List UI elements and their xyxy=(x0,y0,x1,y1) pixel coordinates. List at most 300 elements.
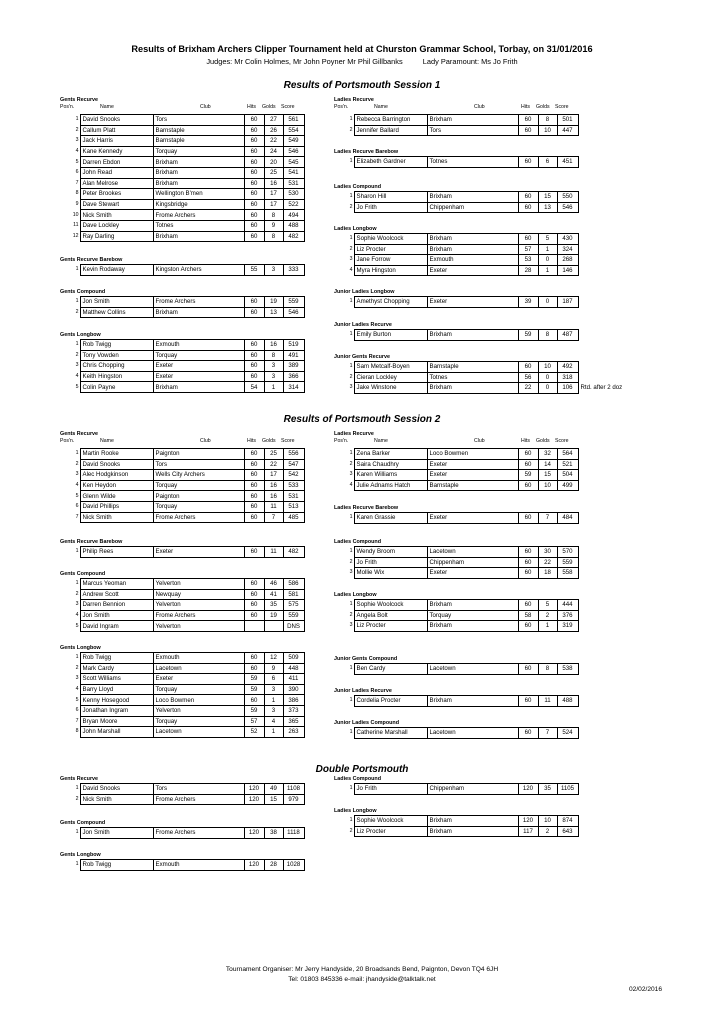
hits-cell: 60 xyxy=(244,653,264,664)
hits-cell: 60 xyxy=(244,157,264,168)
club-cell: Newquay xyxy=(153,589,244,600)
results-table xyxy=(326,599,579,632)
position-cell: 1 xyxy=(75,548,79,555)
position-cell: 3 xyxy=(75,471,79,478)
archer-name-cell: Chris Chopping xyxy=(80,361,153,372)
position-cell: 1 xyxy=(349,601,353,608)
position-cell: 1 xyxy=(349,548,353,555)
category-title: Gents Longbow xyxy=(60,645,101,651)
table-row xyxy=(52,189,304,200)
golds-cell: 17 xyxy=(264,189,283,200)
table-row xyxy=(52,371,304,382)
golds-cell: 10 xyxy=(538,816,557,827)
hits-cell: 60 xyxy=(518,513,538,524)
archer-name-cell: Liz Procter xyxy=(354,826,427,837)
club-cell: Torquay xyxy=(153,350,244,361)
archer-name-cell: Philip Rees xyxy=(80,547,153,558)
position-cell: 1 xyxy=(75,450,79,457)
table-row xyxy=(326,362,648,373)
golds-cell: 14 xyxy=(538,459,557,470)
score-cell: 558 xyxy=(557,568,578,579)
table-row xyxy=(52,470,304,481)
category-title: Gents Longbow xyxy=(60,332,101,338)
table-row xyxy=(52,491,304,502)
position-cell: 1 xyxy=(349,729,353,736)
golds-cell: 1 xyxy=(264,382,283,393)
hits-cell: 60 xyxy=(244,547,264,558)
archer-name-cell: Wendy Broom xyxy=(354,547,427,558)
golds-cell: 22 xyxy=(264,459,283,470)
column-header-golds: Golds xyxy=(536,438,550,444)
position-cell: 1 xyxy=(75,116,79,123)
score-cell: 430 xyxy=(557,234,578,245)
golds-cell: 13 xyxy=(264,307,283,318)
hits-cell: 59 xyxy=(244,674,264,685)
golds-cell: 3 xyxy=(264,371,283,382)
golds-cell: 8 xyxy=(538,664,557,675)
position-cell: 5 xyxy=(75,158,79,165)
position-cell: 2 xyxy=(75,126,79,133)
category-title: Ladies Compound xyxy=(334,184,382,190)
table-row xyxy=(326,383,648,394)
club-cell: Yelverton xyxy=(153,579,244,590)
club-cell: Torquay xyxy=(153,146,244,157)
category-title: Ladies Recurve xyxy=(334,431,374,437)
hits-cell: 60 xyxy=(244,663,264,674)
club-cell: Torquay xyxy=(153,716,244,727)
archer-name-cell: Karen Williams xyxy=(354,470,427,481)
club-cell: Exeter xyxy=(427,470,518,481)
score-cell: 549 xyxy=(283,136,304,147)
score-cell: 531 xyxy=(283,178,304,189)
club-cell: Barnstaple xyxy=(153,125,244,136)
position-cell: 2 xyxy=(349,611,353,618)
archer-name-cell: Jon Smith xyxy=(80,610,153,621)
club-cell: Loco Bowmen xyxy=(427,449,518,460)
score-cell: 1108 xyxy=(283,784,304,795)
golds-cell: 1 xyxy=(264,727,283,738)
position-cell: 4 xyxy=(75,482,79,489)
position-cell: 1 xyxy=(349,331,353,338)
golds-cell: 13 xyxy=(538,202,557,213)
club-cell: Exeter xyxy=(427,459,518,470)
archer-name-cell: Cordelia Procter xyxy=(354,696,427,707)
archer-name-cell: Angela Bolt xyxy=(354,610,427,621)
club-cell: Frome Archers xyxy=(153,828,244,839)
club-cell: Exeter xyxy=(153,547,244,558)
golds-cell: 8 xyxy=(264,231,283,242)
column-header-pos: Pos'n. xyxy=(334,104,349,110)
score-cell: 318 xyxy=(557,372,578,383)
results-table xyxy=(52,264,305,276)
golds-cell: 10 xyxy=(538,125,557,136)
column-header-pos: Pos'n. xyxy=(60,438,75,444)
golds-cell: 9 xyxy=(264,220,283,231)
category-title: Gents Compound xyxy=(60,820,106,826)
column-header-golds: Golds xyxy=(536,104,550,110)
position-cell: 4 xyxy=(75,373,79,380)
score-cell: 504 xyxy=(557,470,578,481)
club-cell: Exeter xyxy=(427,513,518,524)
column-header-score: Score xyxy=(281,438,295,444)
table-row xyxy=(52,610,304,621)
position-cell: 6 xyxy=(75,169,79,176)
archer-name-cell: Cieran Lockley xyxy=(354,372,427,383)
category-title: Junior Ladies Recurve xyxy=(334,322,392,328)
golds-cell: 32 xyxy=(538,449,557,460)
club-cell: Torquay xyxy=(153,684,244,695)
score-cell: 333 xyxy=(283,265,304,276)
hits-cell: 60 xyxy=(244,695,264,706)
golds-cell: 25 xyxy=(264,449,283,460)
score-cell: 521 xyxy=(557,459,578,470)
archer-name-cell: Ben Cardy xyxy=(354,664,427,675)
archer-name-cell: Julie Adnams Hatch xyxy=(354,480,427,491)
hits-cell: 120 xyxy=(244,794,264,805)
archer-name-cell: David Ingram xyxy=(80,621,153,632)
table-row xyxy=(52,340,304,351)
column-header-club: Club xyxy=(474,438,485,444)
column-header-club: Club xyxy=(200,104,211,110)
table-row xyxy=(326,202,578,213)
position-cell: 2 xyxy=(349,558,353,565)
golds-cell: 38 xyxy=(264,828,283,839)
archer-name-cell: Myra Hingston xyxy=(354,265,427,276)
hits-cell: 60 xyxy=(518,557,538,568)
archer-name-cell: David Phillips xyxy=(80,501,153,512)
archer-name-cell: Sophie Woolcock xyxy=(354,816,427,827)
score-cell: 1118 xyxy=(283,828,304,839)
club-cell: Tors xyxy=(153,115,244,126)
hits-cell: 58 xyxy=(518,610,538,621)
column-header-club: Club xyxy=(200,438,211,444)
category-title: Ladies Longbow xyxy=(334,808,377,814)
golds-cell: 3 xyxy=(264,684,283,695)
archer-name-cell: Amethyst Chopping xyxy=(354,297,427,308)
club-cell: Brixham xyxy=(153,231,244,242)
archer-name-cell: Mollie Wix xyxy=(354,568,427,579)
score-cell: 324 xyxy=(557,244,578,255)
position-cell: 1 xyxy=(349,450,353,457)
archer-name-cell: Elizabeth Gardner xyxy=(354,157,427,168)
position-cell: 2 xyxy=(75,664,79,671)
hits-cell: 60 xyxy=(244,307,264,318)
category-title: Ladies Longbow xyxy=(334,592,377,598)
archer-name-cell: Ken Heydon xyxy=(80,480,153,491)
score-cell: 494 xyxy=(283,210,304,221)
club-cell: Frome Archers xyxy=(153,210,244,221)
golds-cell: 5 xyxy=(538,600,557,611)
position-cell: 8 xyxy=(75,728,79,735)
golds-cell: 10 xyxy=(538,362,557,373)
table-row xyxy=(52,459,304,470)
score-cell: 547 xyxy=(283,459,304,470)
position-cell: 7 xyxy=(75,717,79,724)
score-cell: 524 xyxy=(557,728,578,739)
results-table xyxy=(52,114,305,242)
table-row xyxy=(326,372,648,383)
score-cell: 556 xyxy=(283,449,304,460)
column-header-score: Score xyxy=(555,104,569,110)
archer-name-cell: Scott Williams xyxy=(80,674,153,685)
table-row xyxy=(326,610,578,621)
category-title: Ladies Recurve Barebow xyxy=(334,505,399,511)
archer-name-cell: Jon Smith xyxy=(80,828,153,839)
score-cell: 643 xyxy=(557,826,578,837)
category-title: Junior Ladies Recurve xyxy=(334,688,392,694)
table-row xyxy=(52,449,304,460)
archer-name-cell: Nick Smith xyxy=(80,210,153,221)
score-cell: 411 xyxy=(283,674,304,685)
score-cell: 546 xyxy=(557,202,578,213)
position-cell: 3 xyxy=(349,256,353,263)
club-cell: Kingsbridge xyxy=(153,199,244,210)
table-row xyxy=(326,826,578,837)
results-table xyxy=(326,329,579,341)
golds-cell: 7 xyxy=(538,513,557,524)
archer-name-cell: Rob Twigg xyxy=(80,860,153,871)
table-row xyxy=(52,579,304,590)
table-row xyxy=(52,115,304,126)
score-cell: 389 xyxy=(283,361,304,372)
category-title: Gents Compound xyxy=(60,571,106,577)
golds-cell: 11 xyxy=(264,501,283,512)
club-cell: Loco Bowmen xyxy=(153,695,244,706)
club-cell: Torquay xyxy=(427,610,518,621)
position-cell: 9 xyxy=(75,201,79,208)
column-header-score: Score xyxy=(281,104,295,110)
score-cell: 541 xyxy=(283,167,304,178)
table-row xyxy=(326,728,578,739)
archer-name-cell: Peter Brookes xyxy=(80,189,153,200)
table-row xyxy=(326,568,578,579)
hits-cell: 60 xyxy=(518,459,538,470)
club-cell: Brixham xyxy=(427,244,518,255)
archer-name-cell: David Snooks xyxy=(80,115,153,126)
score-cell: 1028 xyxy=(283,860,304,871)
golds-cell: 22 xyxy=(264,136,283,147)
archer-name-cell: Sophie Woolcock xyxy=(354,600,427,611)
results-table xyxy=(326,156,579,168)
archer-name-cell: Sharon Hill xyxy=(354,192,427,203)
hits-cell: 60 xyxy=(244,491,264,502)
golds-cell: 18 xyxy=(538,568,557,579)
position-cell: 3 xyxy=(75,137,79,144)
club-cell: Barnstaple xyxy=(153,136,244,147)
golds-cell: 5 xyxy=(538,234,557,245)
results-table xyxy=(326,546,579,579)
archer-name-cell: Jo Frith xyxy=(354,784,427,795)
hits-cell: 120 xyxy=(518,816,538,827)
footer-date: 02/02/2016 xyxy=(628,986,662,993)
score-cell: 314 xyxy=(283,382,304,393)
golds-cell: 12 xyxy=(264,653,283,664)
hits-cell: 60 xyxy=(518,568,538,579)
archer-name-cell: Sam Metcalf-Boyen xyxy=(354,362,427,373)
note-cell xyxy=(578,372,648,383)
archer-name-cell: Jack Harris xyxy=(80,136,153,147)
club-cell: Totnes xyxy=(427,157,518,168)
table-row xyxy=(326,784,578,795)
table-row xyxy=(52,167,304,178)
table-row xyxy=(52,663,304,674)
table-row xyxy=(52,705,304,716)
hits-cell: 60 xyxy=(518,202,538,213)
golds-cell: 0 xyxy=(538,297,557,308)
golds-cell: 9 xyxy=(264,663,283,674)
table-row xyxy=(52,547,304,558)
club-cell: Torquay xyxy=(153,501,244,512)
hits-cell: 60 xyxy=(518,480,538,491)
club-cell: Barnstaple xyxy=(427,480,518,491)
club-cell: Brixham xyxy=(427,600,518,611)
golds-cell: 26 xyxy=(264,125,283,136)
score-cell: 373 xyxy=(283,705,304,716)
score-cell: 365 xyxy=(283,716,304,727)
position-cell: 4 xyxy=(75,612,79,619)
hits-cell: 60 xyxy=(244,470,264,481)
club-cell: Torquay xyxy=(153,480,244,491)
position-cell: 1 xyxy=(349,817,353,824)
results-table xyxy=(326,512,579,524)
golds-cell: 30 xyxy=(538,547,557,558)
table-row xyxy=(326,621,578,632)
table-row xyxy=(326,297,578,308)
hits-cell: 54 xyxy=(244,382,264,393)
club-cell: Exmouth xyxy=(153,653,244,664)
table-row xyxy=(326,696,578,707)
position-cell: 1 xyxy=(349,665,353,672)
table-row xyxy=(326,547,578,558)
club-cell: Tors xyxy=(427,125,518,136)
score-cell: 542 xyxy=(283,470,304,481)
hits-cell: 60 xyxy=(518,115,538,126)
table-row xyxy=(52,674,304,685)
table-row xyxy=(52,178,304,189)
club-cell: Chippenham xyxy=(427,784,518,795)
table-row xyxy=(52,589,304,600)
table-row xyxy=(326,459,578,470)
table-row xyxy=(52,307,304,318)
results-table xyxy=(326,191,579,213)
score-cell: 106 xyxy=(557,383,578,394)
column-header-pos: Pos'n. xyxy=(60,104,75,110)
table-row xyxy=(52,684,304,695)
score-cell: 581 xyxy=(283,589,304,600)
position-cell: 1 xyxy=(75,580,79,587)
category-title: Junior Ladies Compound xyxy=(334,720,399,726)
archer-name-cell: Darren Bennion xyxy=(80,600,153,611)
position-cell: 2 xyxy=(349,827,353,834)
club-cell: Lacetown xyxy=(427,664,518,675)
score-cell: 482 xyxy=(283,231,304,242)
position-cell: 1 xyxy=(75,861,79,868)
golds-cell: 1 xyxy=(538,265,557,276)
golds-cell: 46 xyxy=(264,579,283,590)
table-row xyxy=(52,480,304,491)
archer-name-cell: Alec Hodgkinson xyxy=(80,470,153,481)
score-cell: 499 xyxy=(557,480,578,491)
category-title: Junior Gents Compound xyxy=(334,656,398,662)
club-cell: Exeter xyxy=(427,297,518,308)
archer-name-cell: Colin Payne xyxy=(80,382,153,393)
score-cell: 519 xyxy=(283,340,304,351)
table-row xyxy=(52,157,304,168)
club-cell: Wells City Archers xyxy=(153,470,244,481)
archer-name-cell: Mark Cardy xyxy=(80,663,153,674)
archer-name-cell: Kenny Hosegood xyxy=(80,695,153,706)
score-cell: 550 xyxy=(557,192,578,203)
judges-line xyxy=(0,57,724,66)
golds-cell: 0 xyxy=(538,383,557,394)
table-row xyxy=(52,125,304,136)
club-cell: Yelverton xyxy=(153,705,244,716)
archer-name-cell: Jon Smith xyxy=(80,297,153,308)
position-cell: 1 xyxy=(349,363,353,370)
results-table xyxy=(52,296,305,318)
position-cell: 5 xyxy=(75,383,79,390)
column-header-row xyxy=(60,104,326,112)
hits-cell: 60 xyxy=(518,234,538,245)
column-header-hits: Hits xyxy=(521,104,530,110)
hits-cell: 57 xyxy=(244,716,264,727)
archer-name-cell: Keith Hingston xyxy=(80,371,153,382)
score-cell: 561 xyxy=(283,115,304,126)
archer-name-cell: Alan Melrose xyxy=(80,178,153,189)
archer-name-cell: Callum Platt xyxy=(80,125,153,136)
results-table xyxy=(326,663,579,675)
archer-name-cell: Zena Barker xyxy=(354,449,427,460)
score-cell: 448 xyxy=(283,663,304,674)
hits-cell: 60 xyxy=(518,125,538,136)
archer-name-cell: Dave Lockley xyxy=(80,220,153,231)
golds-cell: 0 xyxy=(538,372,557,383)
position-cell: 2 xyxy=(75,351,79,358)
hits-cell: 60 xyxy=(518,696,538,707)
table-row xyxy=(52,199,304,210)
hits-cell: 57 xyxy=(518,244,538,255)
category-title: Junior Ladies Longbow xyxy=(334,289,395,295)
club-cell: Brixham xyxy=(153,167,244,178)
archer-name-cell: Liz Procter xyxy=(354,244,427,255)
table-row xyxy=(326,125,578,136)
position-cell: 4 xyxy=(75,148,79,155)
hits-cell: 60 xyxy=(518,157,538,168)
table-row xyxy=(326,557,578,568)
archer-name-cell: Rebecca Barrington xyxy=(354,115,427,126)
table-row xyxy=(326,234,578,245)
hits-cell: 59 xyxy=(518,470,538,481)
score-cell: 979 xyxy=(283,794,304,805)
club-cell: Yelverton xyxy=(153,621,244,632)
golds-cell: 16 xyxy=(264,340,283,351)
category-title: Gents Recurve xyxy=(60,431,99,437)
position-cell: 1 xyxy=(349,514,353,521)
position-cell: 10 xyxy=(72,211,79,218)
golds-cell: 6 xyxy=(538,157,557,168)
session-title: Results of Portsmouth Session 1 xyxy=(283,80,441,91)
score-cell: 319 xyxy=(557,621,578,632)
club-cell: Brixham xyxy=(153,307,244,318)
category-title: Gents Recurve Barebow xyxy=(60,539,123,545)
position-cell: 4 xyxy=(349,482,353,489)
club-cell: Lacetown xyxy=(427,728,518,739)
hits-cell: 60 xyxy=(244,512,264,523)
club-cell: Frome Archers xyxy=(153,610,244,621)
golds-cell: 24 xyxy=(264,146,283,157)
archer-name-cell: Saira Chaudhry xyxy=(354,459,427,470)
archer-name-cell: Karen Grassie xyxy=(354,513,427,524)
